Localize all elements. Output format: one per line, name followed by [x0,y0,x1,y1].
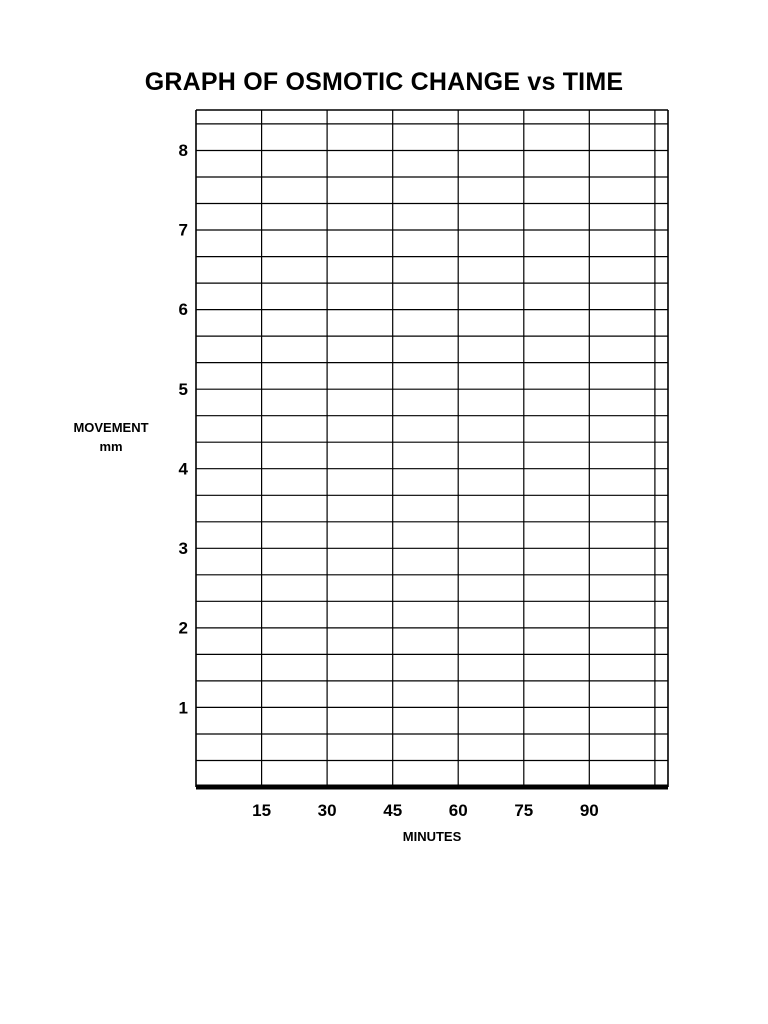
y-tick-label: 5 [178,379,188,399]
x-tick-label: 60 [448,801,468,820]
y-tick-label: 6 [178,300,188,320]
x-tick-label: 30 [317,801,337,820]
x-axis-label: MINUTES [402,829,462,844]
x-tick-label: 45 [383,801,403,820]
chart-title: GRAPH OF OSMOTIC CHANGE vs TIME [144,68,624,96]
x-tick-label: 15 [252,801,272,820]
x-tick-label: 90 [579,801,599,820]
y-tick-label: 3 [178,539,188,559]
y-tick-label: 8 [178,140,188,160]
y-tick-label: 2 [178,618,188,638]
y-tick-label: 1 [178,698,188,718]
y-tick-label: 4 [178,459,188,479]
y-tick-label: 7 [178,220,188,240]
y-axis-label-line-2: mm [99,439,123,454]
y-axis-label-line-1: MOVEMENT [73,420,149,435]
x-tick-label: 75 [514,801,534,820]
